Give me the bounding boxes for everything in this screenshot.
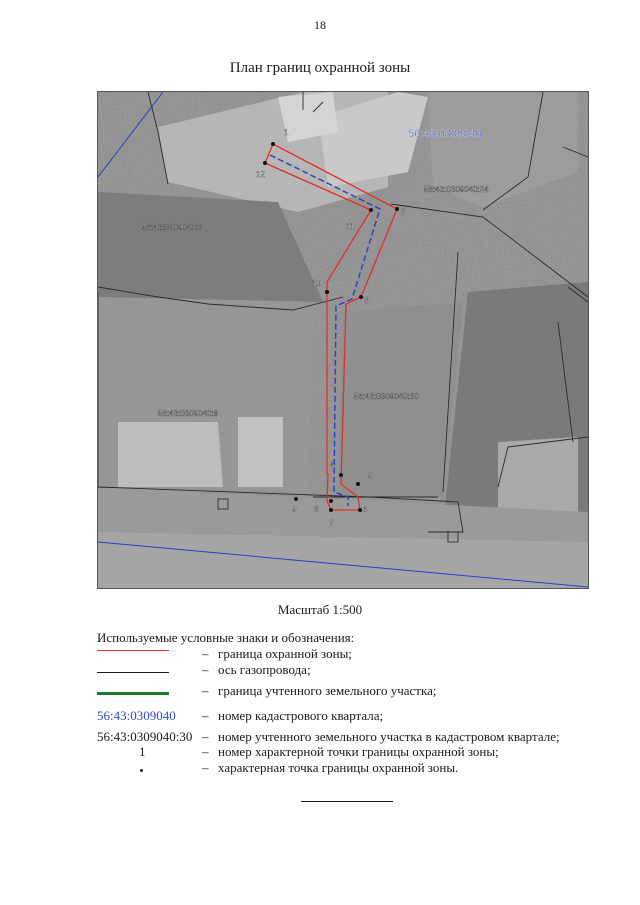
legend-desc-zone-boundary: граница охранной зоны;	[218, 646, 352, 661]
point-label-1: 1	[284, 128, 289, 137]
legend-row-parcel-boundary	[97, 683, 617, 701]
legend-symbol-blue-line	[97, 662, 192, 680]
legend-symbol-block-number: 56:43:0309040	[97, 708, 176, 723]
legend-symbol-parcel-number: 56:43:0309040:30	[97, 729, 193, 744]
point-label-11: 11	[346, 222, 355, 231]
legend-row-block-number	[97, 708, 617, 726]
aerial-photo-map	[98, 92, 588, 588]
legend-desc-point-dot: характерная точка границы охранной зоны.	[218, 760, 459, 775]
legend-row-gas-axis	[97, 662, 617, 680]
legend-dash: –	[202, 662, 209, 677]
point-label-3: 3	[364, 296, 369, 305]
legend-symbol-point-number: 1	[139, 744, 146, 759]
bottom-rule	[301, 801, 393, 802]
plan-title: План границ охранной зоны	[229, 60, 411, 76]
parcel-label-8: 56:43:0309040:8	[158, 409, 219, 418]
point-label-4: 4	[330, 460, 335, 469]
legend-row-point-dot	[97, 760, 617, 778]
aerial-photo-background	[98, 92, 588, 588]
point-label-9: 9	[292, 505, 297, 514]
legend-desc-point-number: номер характерной точки границы охранной зоны;	[218, 744, 499, 759]
protection-zone-map	[97, 91, 589, 589]
point-label-12: 12	[256, 170, 265, 179]
legend-desc-parcel-boundary: граница учтенного земельного участка;	[218, 683, 437, 698]
point-label-8: 8	[314, 505, 319, 514]
legend-dash: –	[202, 729, 209, 744]
point-label-6: 6	[363, 505, 368, 514]
legend-heading: Используемые условные знаки и обозначения:	[97, 630, 355, 645]
legend-dash: –	[202, 708, 209, 723]
legend-dash: –	[202, 646, 209, 661]
legend-desc-gas-axis: ось газопровода;	[218, 662, 311, 677]
legend-dash: –	[202, 683, 209, 698]
parcel-label-24: 56:43:0309040:24	[424, 185, 489, 194]
parcel-label-3: 56:43:0309040:3	[142, 223, 203, 232]
point-label-2: 2	[401, 207, 406, 216]
point-label-5: 5	[368, 472, 373, 481]
legend-symbol-point-dot	[140, 769, 143, 772]
point-label-7: 7	[329, 519, 334, 528]
legend-dash: –	[202, 760, 209, 775]
parcel-label-30: 56:43:0309040:30	[354, 392, 419, 401]
map-scale: Масштаб 1:500	[277, 602, 363, 617]
legend-desc-parcel-number: номер учтенного земельного участка в кадастровом квартале;	[218, 729, 560, 744]
legend-desc-block-number: номер кадастрового квартала;	[218, 708, 384, 723]
point-label-10: 10	[312, 279, 321, 288]
legend-symbol-green-line	[97, 683, 192, 701]
page-number: 18	[314, 18, 326, 32]
cadastral-block-label: 56:43:0309040	[408, 128, 482, 140]
legend-dash: –	[202, 744, 209, 759]
